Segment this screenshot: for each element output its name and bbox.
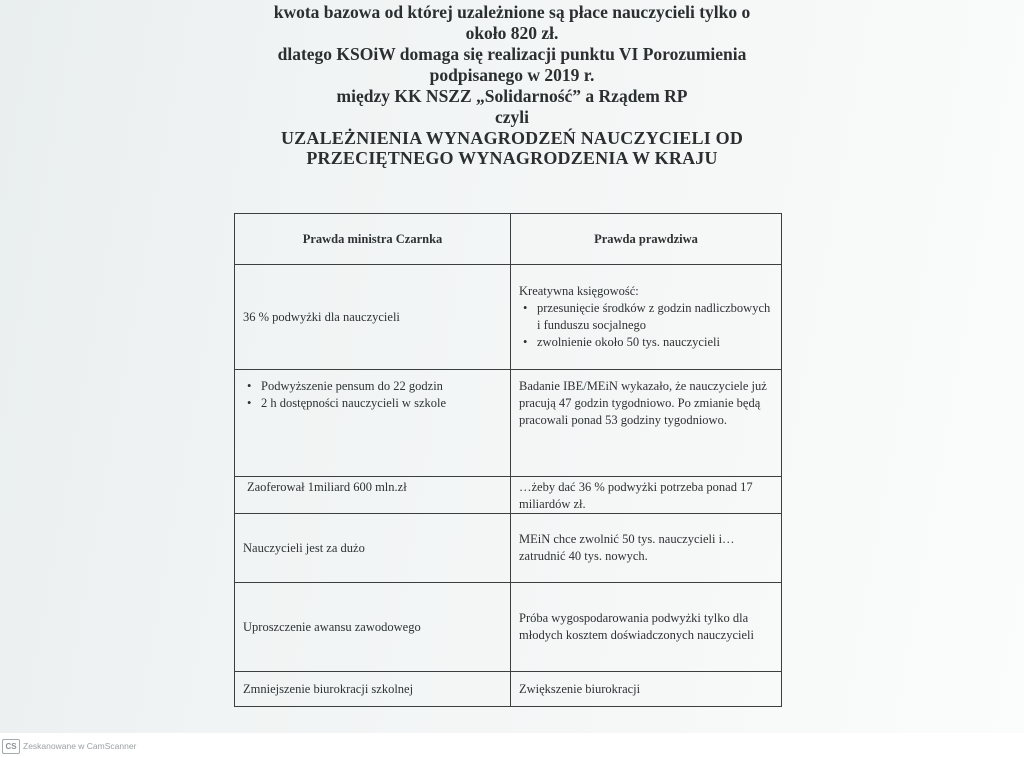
heading-line: między KK NSZZ „Solidarność” a Rządem RP — [336, 86, 688, 106]
truth-intro: Kreatywna księgowość: — [519, 284, 639, 298]
truth-cell: Badanie IBE/MEiN wykazało, że nauczyciele już pracują 47 godzin tygodniowo. Po zmianie będą pracowali ponad 53 godziny tygodniowo. — [511, 370, 782, 477]
table-row — [235, 265, 782, 370]
claim-cell: Uproszczenie awansu zawodowego — [235, 583, 511, 672]
column-header-truth: Prawda prawdziwa — [511, 214, 782, 265]
truth-cell: MEiN chce zwolnić 50 tys. nauczycieli i… zatrudnić 40 tys. nowych. — [511, 514, 782, 583]
bullet-item: • zwolnienie około 50 tys. nauczycieli — [537, 334, 773, 351]
claim-cell — [235, 370, 511, 477]
document-heading — [230, 2, 794, 168]
bullet-item: • 2 h dostępności nauczycieli w szkole — [261, 395, 502, 412]
heading-line: czyli — [494, 107, 529, 127]
truth-cell: Zwiększenie biurokracji — [511, 672, 782, 707]
bullet-item: • przesunięcie środków z godzin nadliczbowych i funduszu socjalnego — [537, 300, 773, 334]
truth-cell — [511, 265, 782, 370]
table-row — [235, 514, 782, 583]
column-header-minister: Prawda ministra Czarnka — [235, 214, 511, 265]
heading-emphasis-line: UZALEŻNIENIA WYNAGRODZEŃ NAUCZYCIELI OD — [280, 128, 744, 148]
table-row — [235, 672, 782, 707]
heading-line: dlatego KSOiW domaga się realizacji punktu VI Porozumienia — [277, 44, 747, 64]
bullet-item: • Podwyższenie pensum do 22 godzin — [261, 378, 502, 395]
truth-cell: Próba wygospodarowania podwyżki tylko dla młodych kosztem doświadczonych nauczycieli — [511, 583, 782, 672]
camscanner-logo-icon: CS — [2, 739, 20, 754]
table-row — [235, 477, 782, 514]
claim-cell: Zmniejszenie biurokracji szkolnej — [235, 672, 511, 707]
truth-bullet-list — [519, 300, 773, 351]
heading-line: podpisanego w 2019 r. — [429, 65, 595, 85]
heading-emphasis-line: PRZECIĘTNEGO WYNAGRODZENIA W KRAJU — [306, 148, 718, 168]
claim-cell: 36 % podwyżki dla nauczycieli — [235, 265, 511, 370]
table-header-row — [235, 214, 782, 265]
heading-line: kwota bazowa od której uzależnione są płace nauczycieli tylko o — [273, 2, 751, 22]
claim-cell: Nauczycieli jest za dużo — [235, 514, 511, 583]
heading-line: około 820 zł. — [465, 23, 559, 43]
claim-bullet-list — [243, 378, 502, 412]
truth-cell: …żeby dać 36 % podwyżki potrzeba ponad 17 miliardów zł. — [511, 477, 782, 514]
comparison-table — [234, 213, 782, 707]
scanner-watermark — [2, 738, 136, 754]
watermark-label: Zeskanowane w CamScanner — [23, 741, 137, 751]
table-row — [235, 370, 782, 477]
table-row — [235, 583, 782, 672]
claim-cell: Zaoferował 1miliard 600 mln.zł — [235, 477, 511, 514]
